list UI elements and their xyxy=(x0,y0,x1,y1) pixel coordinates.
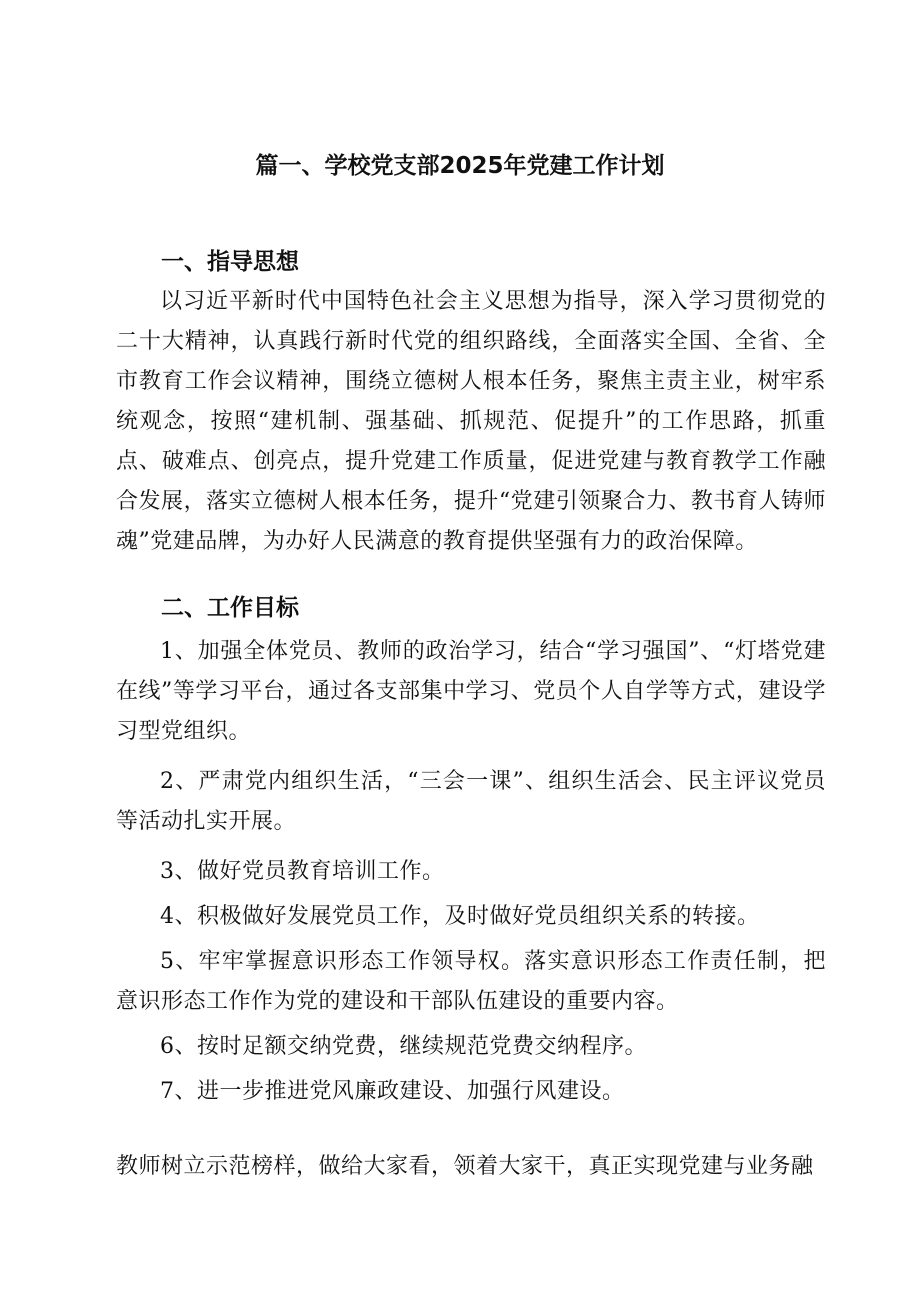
paragraph-guiding-ideology: 以习近平新时代中国特色社会主义思想为指导，深入学习贯彻党的二十大精神，认真践行新时代党的组织路线，全面落实全国、全省、全市教育工作会议精神，围绕立德树人根本任务，聚焦主责主业，树牢系统观念，按照“建机制、强基础、抓规范、促提升”的工作思路，抓重点、破难点、创亮点，提升党建工作质量，促进党建与教育教学工作融合发展，落实立德树人根本任务，提升“党建引领聚合力、教书育人铸师魂”党建品牌，为办好人民满意的教育提供坚强有力的政治保障。 xyxy=(116,289,826,554)
section-heading-work-goals: 二、工作目标 xyxy=(161,595,299,621)
goal-item-2: 2、严肃党内组织生活，“三会一课”、组织生活会、民主评议党员等活动扎实开展。 xyxy=(116,769,826,834)
goal-item-3: 3、做好党员教育培训工作。 xyxy=(160,859,445,884)
document-title: 篇一、学校党支部2025年党建工作计划 xyxy=(255,153,665,179)
goal-item-1: 1、加强全体党员、教师的政治学习，结合“学习强国”、“灯塔党建在线”等学习平台，通过各支部集中学习、党员个人自学等方式，建设学习型党组织。 xyxy=(116,639,826,744)
trailing-paragraph-line: 教师树立示范榜样，做给大家看，领着大家干，真正实现党建与业务融 xyxy=(116,1154,814,1179)
goal-item-5: 5、牢牢掌握意识形态工作领导权。落实意识形态工作责任制，把意识形态工作作为党的建设和干部队伍建设的重要内容。 xyxy=(116,949,826,1014)
goal-item-7: 7、进一步推进党风廉政建设、加强行风建设。 xyxy=(160,1079,625,1104)
goal-item-4: 4、积极做好发展党员工作，及时做好党员组织关系的转接。 xyxy=(160,904,760,929)
section-heading-guiding-ideology: 一、指导思想 xyxy=(161,249,299,275)
goal-item-6: 6、按时足额交纳党费，继续规范党费交纳程序。 xyxy=(160,1034,647,1059)
